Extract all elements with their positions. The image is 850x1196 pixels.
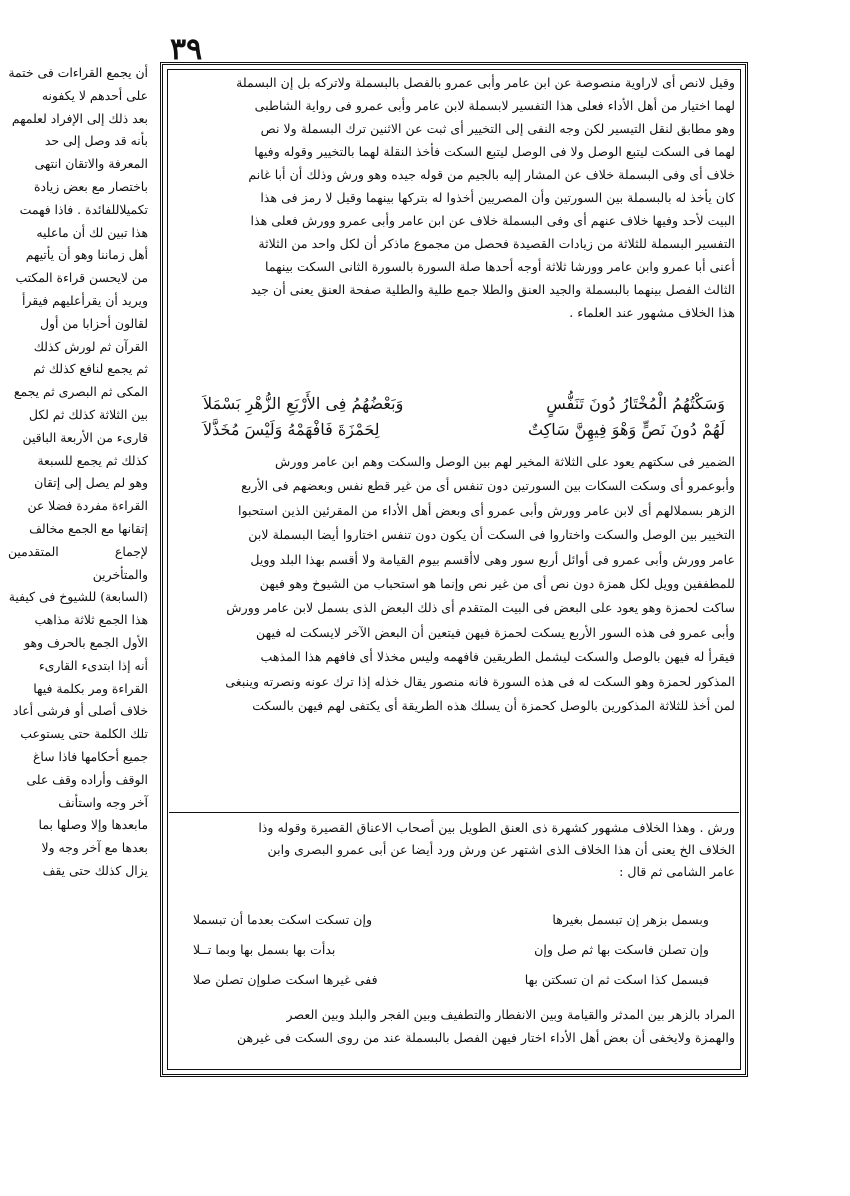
side-line: أنه إذا ابتدىء القارىء	[38, 657, 148, 673]
text-line: أعنى أبا عمرو وابن عامر وورشا ثلاثة أوجه أحدها صلة السورة بالسورة الثانى السكت بينهما	[264, 259, 735, 274]
verse-commentary	[175, 450, 735, 718]
side-line: يزال كذلك حتى يقف	[42, 862, 148, 878]
text-line: الزهر بسملالهم أى لابن عامر وورش وأبى عمرو أى وبعض أهل الأداء من المقرئين الذين استحبوا	[237, 502, 735, 518]
side-line: ثم يجمع لنافع كذلك ثم	[33, 361, 148, 377]
text-line: الثالث الفصل بينهما بالبسملة والجيد العنق والطلا جمع طلية والطلية صفحة العنق يعنى أن جيد	[250, 282, 735, 297]
verse-second-hemistich: بدأت بها بسمل بها وبما تــلا	[193, 942, 336, 957]
side-line: وهو لم يصل إلى إتقان	[34, 475, 148, 491]
text-line: لهما فى السكت ليتبع الوصل ولا فى الوصل ليتبع السكت فأخذ النقلة لهما بالتخيير وقوله وفيها	[254, 144, 735, 159]
text-line: لمن أخذ للثلاثة المذكورين بالوصل كحمزة أن يسلك هذه الطريقة أى يكتفى لهم فيهن بالسكت	[252, 698, 735, 714]
text-line: فيقرأ له فيهن بالوصل والسكت ليشمل الطريقين فافهمه وليس مخذلا أى فافهم هذا المذهب	[260, 649, 735, 665]
side-line: خلاف أصلى أو فرشى أعاد	[12, 703, 148, 719]
side-margin-commentary	[8, 62, 148, 883]
side-line: كذلك ثم يجمع للسبعة	[37, 452, 148, 468]
text-line: عامر الشامى ثم قال :	[619, 864, 735, 879]
footnote-poem	[193, 905, 709, 995]
side-line: هذا الجمع ثلاثة مذاهب	[34, 612, 148, 628]
side-line: بين الثلاثة كذلك ثم لكل	[28, 406, 148, 422]
side-line: المكى ثم البصرى ثم يجمع	[13, 384, 148, 400]
side-line: مابعدها وإلا وصلها بما	[38, 817, 148, 833]
text-line: خلاف أى وفى البسملة خلاف عن المشار إليه بالجيم من قوله جيده وهو ورش وذلك أن أبا غانم	[248, 167, 735, 182]
verse-row	[203, 391, 725, 417]
text-line: عامر وورش وأبى عمرو فى أوائل أربع سور وهى لاأقسم بيوم القيامة ولا أقسم بهذا البلد وويل	[250, 551, 735, 567]
verse-first-hemistich: وَسَكْتُهُمُ الْمُخْتَارُ دُونَ تَنَفُّسٍ	[546, 394, 725, 413]
verse-first-hemistich: لَهُمْ دُونَ نَصٍّ وَهْوَ فِيهِنَّ سَاكِتٌ	[527, 420, 725, 439]
text-line: والهمزة ولايخفى أن بعض أهل الأداء اختار فيهن الفصل بالبسملة عند من روى السكت فى غيرهن	[236, 1030, 735, 1045]
side-line: بأنه قد وصل إلى حد	[44, 133, 148, 149]
verse-first-hemistich: وبسمل بزهر إن تبسمل بغيرها	[552, 912, 709, 927]
footnote-conclusion	[175, 1003, 735, 1049]
side-line: من لايحسن قراءة المكتب	[15, 270, 148, 286]
text-line: الضمير فى سكتهم يعود على الثلاثة المخير لهم بين الوصل والسكت وهم ابن عامر وورش	[275, 454, 735, 469]
side-line: لإجماع المتقدمين والمتأخرين	[8, 543, 148, 582]
text-line: الخلاف الخ يعنى أن هذا الخلاف الذى اشتهر عن ورش ورد أيضا عن أبى عمرو البصرى وابن	[267, 842, 735, 857]
side-line: أهل زماننا وهو أن يأتيهم	[25, 247, 148, 263]
side-line: أن يجمع القراءات فى ختمة	[8, 65, 148, 80]
text-line: وقيل لانص أى لاراوية منصوصة عن ابن عامر وأبى عمرو بالفصل بالبسملة ولاتركه بل إن البسملة	[236, 75, 735, 90]
verse-row	[203, 417, 725, 443]
text-line: وأبوعمرو أى وسكت السكات بين السورتين دون تنفس أى من غير قطع نفس وبعضهم فى الأربع	[241, 478, 735, 494]
text-line: ساكت لحمزة وهو يعود على البعض فى البيت المتقدم أى ذلك البعض الذى بسمل لابن عامر وورش	[226, 600, 735, 616]
text-line: التخيير بين الوصل والسكت واختاروا فى السكت أن يكون دون تنفس اختاروا أيضا البسملة لابن	[248, 527, 735, 543]
text-line: المراد بالزهر بين المدثر والقيامة وبين الانفطار والتطفيف وبين الفجر والبلد وبين العصر	[286, 1007, 735, 1022]
side-line: تكميلاللفائدة . فاذا فهمت	[19, 201, 148, 217]
verse-second-hemistich: لِحَمْزَةَ فَافْهَمْهُ وَلَيْسَ مُخَذَّلاَ	[203, 420, 380, 439]
side-line: القرآن ثم لورش كذلك	[33, 338, 148, 354]
side-line: تلك الكلمة حتى يستوعب	[20, 726, 148, 742]
side-line: ويريد أن يقرأعليهم فيقرأ	[22, 292, 148, 308]
side-line: على أحدهم لا يكفونه	[41, 87, 148, 103]
text-line: وأبى عمرو فى هذه السور الأربع يسكت لحمزة فيهن فيتعين أن البعض الآخر لايسكت له فيهن	[256, 624, 735, 640]
side-line: جميع أحكامها فاذا ساغ	[32, 748, 148, 764]
verse-second-hemistich: وَبَعْضُهُمُ فِى الأَرْبَعِ الزُّهْرِ بَسْمَلاَ	[203, 394, 404, 413]
text-line: التفسير البسملة للثلاثة من زيادات القصيدة فحصل من مجموع ماذكر أن لكل واحد من الثلاثة	[258, 236, 735, 251]
verse-second-hemistich: وإن تسكت اسكت بعدما أن تبسملا	[193, 912, 373, 927]
side-line: إتقانها مع الجمع مخالف	[29, 520, 148, 536]
main-text-frame	[160, 62, 748, 1077]
text-line: هذا الخلاف مشهور عند العلماء .	[569, 305, 735, 320]
side-line: هذا تبين لك أن ماعليه	[36, 224, 148, 240]
verse-first-hemistich: فبسمل كذا اسكت ثم ان تسكتن بها	[524, 972, 709, 987]
text-line: للمطففين وويل لكل همزة دون نص أى من غير نص وإنما هو استحباب من الشيوخ وهو فيهن	[259, 576, 735, 592]
side-line: باختصار مع بعض زيادة	[34, 178, 148, 194]
verse-row	[193, 905, 709, 935]
side-line: (السابعة) للشيوخ فى كيفية	[8, 589, 148, 605]
side-line: القراءة مفردة فضلا عن	[27, 498, 148, 514]
text-line: ورش . وهذا الخلاف مشهور كشهرة ذى العنق الطويل بين أصحاب الاعناق القصيرة وقوله وذا	[258, 820, 735, 835]
footnote-divider	[169, 812, 739, 813]
side-line: الأول الجمع بالحرف وهو	[24, 634, 148, 650]
verse-row	[193, 965, 709, 995]
side-line: الوقف وأراده وقف على	[26, 771, 148, 787]
footnote-text	[175, 817, 735, 883]
verse-first-hemistich: وإن تصلن فاسكت بها ثم صل وإن	[534, 942, 709, 957]
side-line: آخر وجه واستأنف	[58, 794, 148, 810]
text-line: المذكور لحمزة وهو السكت له فى هذه السورة فانه منصور يقال خذله إذا ترك عونه ونصرته وينبغى	[225, 673, 735, 689]
text-line: لهما اختيار من أهل الأداء فعلى هذا التفسير لابسملة لابن عامر وأبى عمرو فى رواية الشاطبى	[254, 98, 735, 113]
text-line: كان يأخذ له بالبسملة بين السورتين وأن المصريين أخذوا له بتركها بينهما وقيل لا رمز فى هذا	[260, 190, 735, 205]
main-commentary-text	[175, 71, 735, 324]
page-number: ٣٩	[170, 32, 203, 67]
side-line: المعرفة والاتقان انتهى	[34, 156, 148, 172]
side-line: بعد ذلك إلى الإفراد لعلمهم	[11, 110, 148, 126]
side-line: القراءة ومر بكلمة فيها	[33, 680, 148, 696]
text-line: البيت لأحد وفيها خلاف عنهم أى وفى البسملة خلاف عن ابن عامر وأبى عمرو وورش فعلى هذا	[250, 213, 735, 228]
side-line: لقالون أحزابا من أول	[39, 315, 148, 331]
side-line: بعدها مع آخر وجه ولا	[41, 840, 148, 856]
poem-verse	[203, 391, 725, 443]
side-line: قارىء من الأربعة الباقين	[22, 429, 148, 445]
verse-second-hemistich: ففى غيرها اسكت صلوإن تصلن صلا	[193, 972, 378, 987]
verse-row	[193, 935, 709, 965]
text-line: وهو مطابق لنقل التيسير لكن وجه النفى إلى التخيير أى ثبت عن الاثنين ترك البسملة ولا نص	[260, 121, 735, 136]
